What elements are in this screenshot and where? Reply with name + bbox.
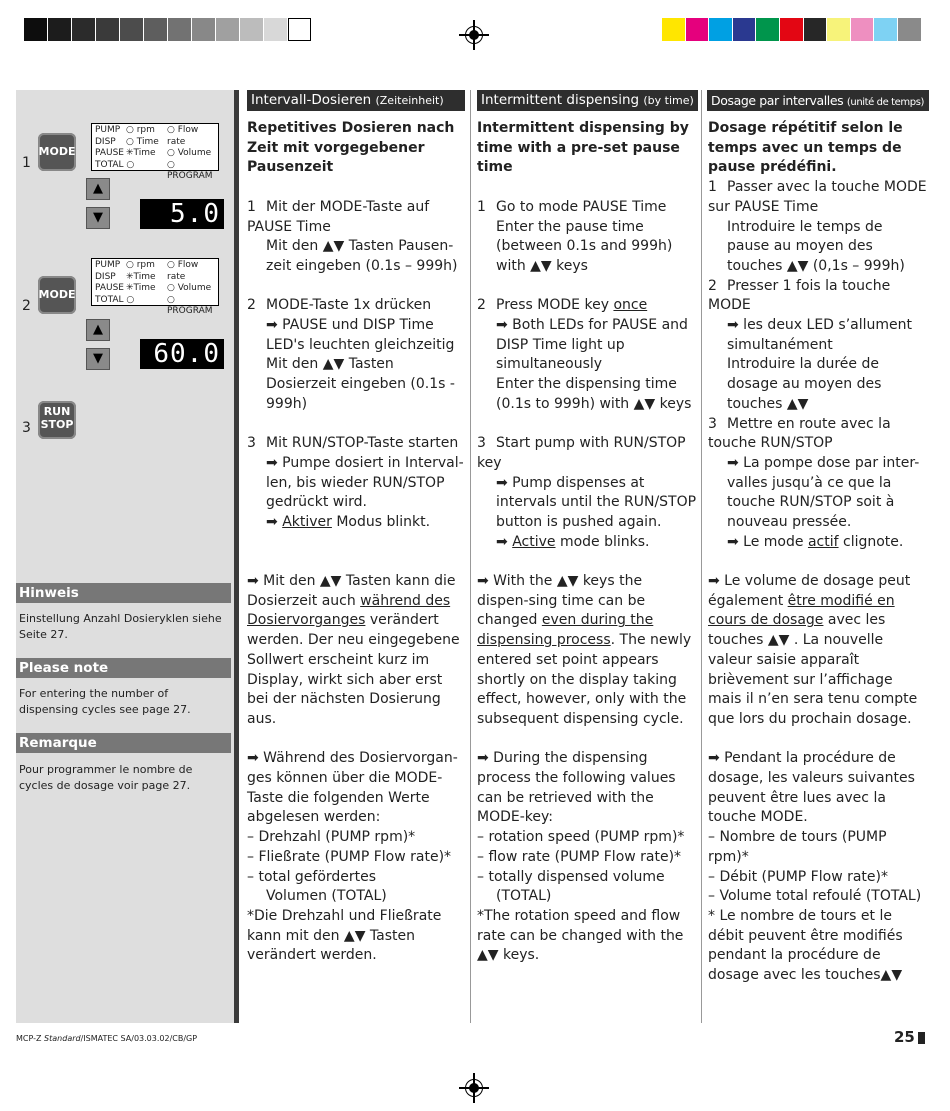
led-indicator-panel: PUMP DISP PAUSE TOTAL ○ ○ rpm ✳Time ✳Time ○ Flow rate ○ Volume ○ PROGRAM: [91, 258, 219, 306]
time-label: Time: [133, 283, 156, 293]
note-title: Remarque: [16, 733, 231, 753]
disp-label: DISP: [95, 271, 116, 282]
section-header-de: Intervall-Dosieren (Zeiteinheit): [247, 90, 465, 111]
color-swatch: [898, 18, 921, 41]
gray-swatch: [48, 18, 71, 41]
registration-mark-icon: [459, 1073, 489, 1103]
column-fr-notes: ➡ Le volume de dosage peut également être modifié en cours de dosage avec les touches ▲▼ . La nouvelle valeur saisie apparaît brièvement sur l’affichage mais il n’en sera tenu compte que lors du prochain dosage. ➡ Pendant la procédure de dosage, les valeurs suivantes peuvent être lues avec la touche MODE. – Nombre de tours (PUMP rpm)* – Débit (PUMP Flow rate)* – Volume total refoulé (TOTAL) * Le nombre de tours et le débit peuvent être modifiés pendant la procédure de dosage avec les touches▲▼: [708, 573, 922, 984]
pause-label: PAUSE: [95, 283, 124, 293]
volume-label: Volume: [177, 148, 212, 158]
document-reference: MCP-Z Standard/ISMATEC SA/03.03.02/CB/GP: [16, 1034, 198, 1043]
sidebar-divider: [234, 90, 239, 1023]
column-en-notes: ➡ With the ▲▼ keys the dispen-sing time can be changed even during the dispensing process. The newly entered set point appears shortly on the display taking effect, however, only with the subsequent dispensing cycle. ➡ During the dispensing process the following values can be retrieved with the MODE-key: – rotation speed (PUMP rpm)* – flow rate (PUMP Flow rate)* – totally dispensed volume (TOTAL) *The rotation speed and flow rate can be changed with the ▲▼ keys.: [477, 573, 692, 964]
color-swatch: [709, 18, 732, 41]
up-arrow-button: ▲: [86, 319, 110, 341]
gray-swatch: [96, 18, 119, 41]
gray-swatch: [240, 18, 263, 41]
section-header-en: Intermittent dispensing (by time): [477, 90, 698, 111]
mode-button: MODE: [38, 276, 76, 314]
down-arrow-button: ▼: [86, 207, 110, 229]
subtitle: Repetitives Dosieren nach Zeit mit vorgegebener Pausenzeit: [247, 120, 455, 176]
left-sidebar: [16, 90, 234, 1023]
mode-button: MODE: [38, 133, 76, 171]
page-number: 25: [894, 1028, 915, 1046]
column-en: Intermittent dispensing by time with a pre-set pause time 1 Go to mode PAUSE Time Enter the pause time (between 0.1s and 999h) with ▲▼ keys 2 Press MODE key once ➡ Both LEDs for PAUSE and DISP Time light up simultaneously Enter the dispensing time (0.1s to 999h) with ▲▼ keys 3 Start pump with RUN/STOP key ➡ Pump dispenses at intervals until the RUN/STOP button is pushed again. ➡ Active mode blinks.: [477, 120, 697, 550]
color-swatch: [733, 18, 756, 41]
led-blink-icon: ✳: [126, 271, 134, 282]
rpm-label: rpm: [136, 260, 155, 270]
color-swatch: [662, 18, 685, 41]
step-number: 2: [22, 298, 31, 314]
total-label: TOTAL: [95, 159, 124, 170]
section-header-fr: Dosage par intervalles (unité de temps): [707, 90, 929, 111]
program-label: PROGRAM: [167, 171, 213, 181]
gray-swatch: [288, 18, 311, 41]
total-label: TOTAL: [95, 294, 124, 305]
pump-label: PUMP: [95, 260, 121, 270]
color-swatch: [804, 18, 827, 41]
lcd-display: 5.0: [140, 199, 224, 229]
gray-swatch: [120, 18, 143, 41]
pause-label: PAUSE: [95, 148, 124, 158]
rpm-label: rpm: [136, 125, 155, 135]
note-text: For entering the number of dispensing cycles see page 27.: [19, 687, 191, 716]
run-stop-button: [38, 401, 76, 439]
time-label: Time: [133, 271, 156, 282]
step-number: 3: [22, 420, 31, 436]
subtitle: Dosage répétitif selon le temps avec un temps de pause prédéfini.: [708, 120, 903, 176]
color-swatch: [686, 18, 709, 41]
registration-mark-icon: [459, 20, 489, 50]
gray-swatch: [168, 18, 191, 41]
note-title: Please note: [16, 658, 231, 678]
column-de: Repetitives Dosieren nach Zeit mit vorgegebener Pausenzeit 1 Mit der MODE-Taste auf PAUSE Time Mit den ▲▼ Tasten Pausen-zeit eingeben (0.1s – 999h) 2 MODE-Taste 1x drücken ➡ PAUSE und DISP Time LED's leuchten gleichzeitig Mit den ▲▼ Tasten Dosierzeit eingeben (0.1s - 999h) 3 Mit RUN/STOP-Taste starten ➡ Pumpe dosiert in Interval-len, bis wieder RUN/STOP gedrückt wird. ➡ Aktiver Modus blinkt.: [247, 120, 464, 531]
gray-swatch: [24, 18, 47, 41]
flow-rate-label: Flow rate: [167, 125, 199, 147]
color-swatch: [874, 18, 897, 41]
stop-label: STOP: [40, 418, 74, 431]
led-blink-icon: ✳: [126, 283, 134, 293]
led-blink-icon: ✳: [126, 148, 134, 158]
column-fr: Dosage répétitif selon le temps avec un temps de pause prédéfini. 1 Passer avec la touche MODE sur PAUSE Time Introduire le temps de pause au moyen des touches ▲▼ (0,1s – 999h) 2 Presser 1 fois la touche MODE ➡ les deux LED s’allument simultanément Introduire la durée de dosage au moyen des touches ▲▼ 3 Mettre en route avec la touche RUN/STOP ➡ La pompe dose par inter-valles jusqu’à ce que la touche RUN/STOP soit à nouveau pressée. ➡ Le mode actif clignote.: [708, 120, 927, 550]
lcd-display: 60.0: [140, 339, 224, 369]
column-divider: [701, 90, 702, 1023]
page-marker: [918, 1032, 925, 1044]
time-label: Time: [136, 136, 159, 147]
column-divider: [470, 90, 471, 1023]
gray-swatch: [192, 18, 215, 41]
pump-label: PUMP: [95, 125, 121, 135]
volume-label: Volume: [177, 283, 212, 293]
color-swatch: [827, 18, 850, 41]
gray-swatch: [144, 18, 167, 41]
color-swatch: [780, 18, 803, 41]
step-number: 1: [22, 155, 31, 171]
gray-swatch: [216, 18, 239, 41]
program-label: PROGRAM: [167, 306, 213, 316]
up-arrow-button: ▲: [86, 178, 110, 200]
run-label: RUN: [43, 405, 71, 418]
color-swatch: [851, 18, 874, 41]
note-title: Hinweis: [16, 583, 231, 603]
down-arrow-button: ▼: [86, 348, 110, 370]
disp-label: DISP: [95, 136, 116, 147]
led-indicator-panel: PUMP DISP PAUSE TOTAL ○ ○ rpm ○ Time ✳Time ○ Flow rate ○ Volume ○ PROGRAM: [91, 123, 219, 171]
color-swatch: [756, 18, 779, 41]
gray-swatch: [72, 18, 95, 41]
subtitle: Intermittent dispensing by time with a pre-set pause time: [477, 120, 689, 176]
time-label: Time: [133, 148, 156, 158]
note-text: Pour programmer le nombre de cycles de dosage voir page 27.: [19, 763, 193, 792]
column-de-notes: ➡ Mit den ▲▼ Tasten kann die Dosierzeit auch während des Dosiervorganges verändert werden. Der neu eingegebene Sollwert erscheint kurz im Display, wirkt sich aber erst bei der nächsten Dosierung aus. ➡ Während des Dosiervorgan-ges können über die MODE-Taste die folgenden Werte abgelesen werden: – Drehzahl (PUMP rpm)* – Fließrate (PUMP Flow rate)* – total gefördertes Volumen (TOTAL) *Die Drehzahl und Fließrate kann mit den ▲▼ Tasten verändert werden.: [247, 573, 460, 964]
gray-swatch: [264, 18, 287, 41]
note-text: Einstellung Anzahl Dosieryklen siehe Seite 27.: [19, 612, 222, 641]
flow-rate-label: Flow rate: [167, 260, 199, 282]
